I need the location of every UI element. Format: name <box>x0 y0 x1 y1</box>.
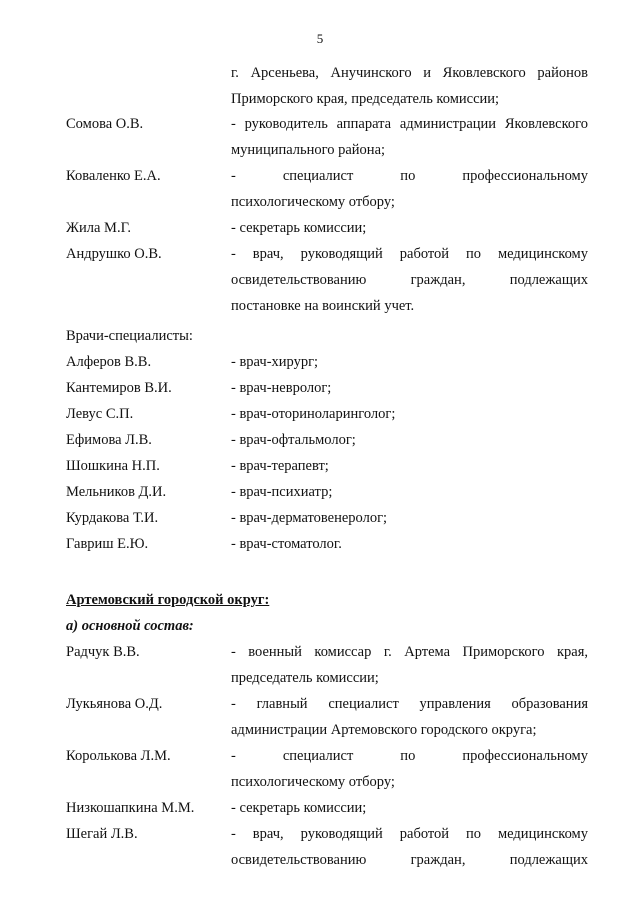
member-name: Шегай Л.В. <box>66 826 138 842</box>
member-row <box>66 821 589 873</box>
member-role <box>231 821 588 873</box>
member-role <box>231 639 588 691</box>
role-line: - специалист по профессиональному <box>231 748 588 764</box>
subsection-title: а) основной состав: <box>66 618 194 634</box>
specialist-name: Ефимова Л.В. <box>66 432 152 448</box>
member-name: Низкошапкина М.М. <box>66 800 195 816</box>
member-role <box>231 241 588 319</box>
page-number: 5 <box>316 31 324 46</box>
role-line: - главный специалист управления образования <box>231 696 588 712</box>
continuation-line: г. Арсеньева, Анучинского и Яковлевского районов <box>231 65 588 81</box>
role-line: - врач, руководящий работой по медицинскому <box>231 246 588 262</box>
specialist-row <box>66 531 589 557</box>
specialist-row <box>66 479 589 505</box>
specialist-role: - врач-оториноларинголог; <box>231 406 396 422</box>
specialist-name: Курдакова Т.И. <box>66 510 159 526</box>
role-line: освидетельствованию граждан, подлежащих <box>231 852 588 868</box>
member-row <box>66 111 589 163</box>
specialist-row <box>66 349 589 375</box>
specialist-role: - врач-невролог; <box>231 380 332 396</box>
continuation-line: Приморского края, председатель комиссии; <box>231 91 500 107</box>
specialist-role: - врач-психиатр; <box>231 484 333 500</box>
member-name: Сомова О.В. <box>66 116 144 132</box>
specialist-row <box>66 401 589 427</box>
role-line: освидетельствованию граждан, подлежащих <box>231 272 588 288</box>
member-role <box>231 111 588 163</box>
member-row <box>66 795 589 821</box>
role-line: постановке на воинский учет. <box>231 298 415 314</box>
specialist-name: Гавриш Е.Ю. <box>66 536 149 552</box>
specialist-name: Алферов В.В. <box>66 354 152 370</box>
role-line: председатель комиссии; <box>231 670 379 686</box>
member-role <box>231 743 588 795</box>
member-role <box>231 215 588 241</box>
specialist-row <box>66 375 589 401</box>
member-row <box>66 241 589 319</box>
role-line: - специалист по профессиональному <box>231 168 588 184</box>
member-name: Жила М.Г. <box>66 220 131 236</box>
specialist-name: Кантемиров В.И. <box>66 380 172 396</box>
member-name: Коваленко Е.А. <box>66 168 161 184</box>
member-row <box>66 639 589 691</box>
role-line: муниципального района; <box>231 142 386 158</box>
role-line: - секретарь комиссии; <box>231 800 367 816</box>
specialist-role: - врач-хирург; <box>231 354 319 370</box>
member-row <box>66 743 589 795</box>
continuation-text <box>231 60 588 112</box>
specialist-row <box>66 427 589 453</box>
member-name: Андрушко О.В. <box>66 246 162 262</box>
specialist-row <box>66 453 589 479</box>
role-line: - военный комиссар г. Артема Приморского края, <box>231 644 588 660</box>
member-row <box>66 215 589 241</box>
member-role <box>231 691 588 743</box>
role-line: - руководитель аппарата администрации Яковлевского <box>231 116 588 132</box>
role-line: - врач, руководящий работой по медицинскому <box>231 826 588 842</box>
specialist-role: - врач-терапевт; <box>231 458 329 474</box>
member-row <box>66 163 589 215</box>
section-title: Артемовский городской округ: <box>66 592 270 608</box>
member-role <box>231 795 588 821</box>
specialist-role: - врач-стоматолог. <box>231 536 342 552</box>
member-name: Лукьянова О.Д. <box>66 696 163 712</box>
role-line: администрации Артемовского городского округа; <box>231 722 537 738</box>
specialist-name: Левус С.П. <box>66 406 134 422</box>
member-name: Королькова Л.М. <box>66 748 171 764</box>
document-body <box>66 111 589 873</box>
specialist-name: Мельников Д.И. <box>66 484 167 500</box>
specialist-row <box>66 505 589 531</box>
member-role <box>231 163 588 215</box>
specialists-heading: Врачи-специалисты: <box>66 328 193 344</box>
role-line: - секретарь комиссии; <box>231 220 367 236</box>
member-row <box>66 691 589 743</box>
specialist-name: Шошкина Н.П. <box>66 458 160 474</box>
specialist-role: - врач-дерматовенеролог; <box>231 510 388 526</box>
role-line: психологическому отбору; <box>231 194 395 210</box>
member-name: Радчук В.В. <box>66 644 140 660</box>
role-line: психологическому отбору; <box>231 774 395 790</box>
specialist-role: - врач-офтальмолог; <box>231 432 356 448</box>
